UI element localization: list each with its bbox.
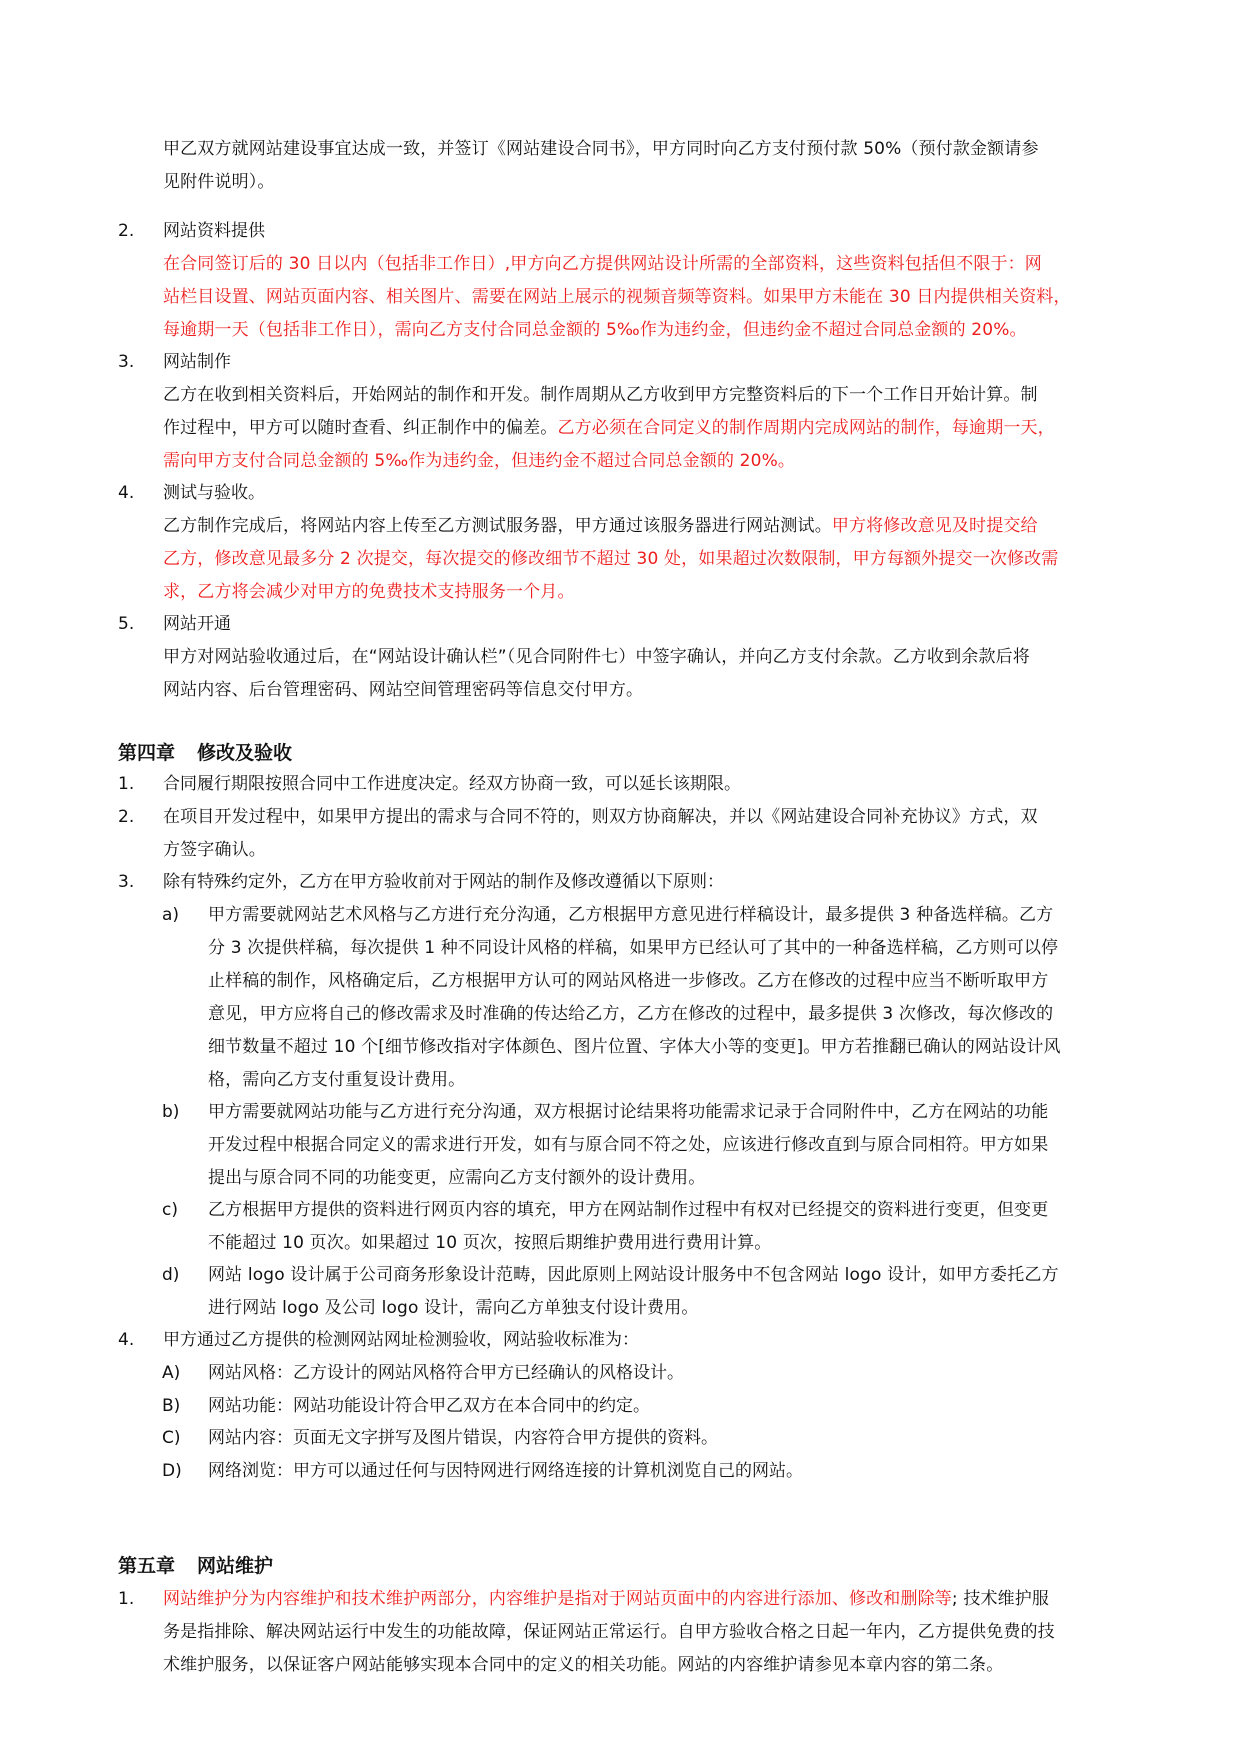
sub-c-line: 不能超过 10 页次。如果超过 10 页次，按照后期维护费用进行费用计算。 (208, 1233, 772, 1253)
step2-title: 网站资料提供 (163, 221, 265, 241)
sub-a-line: 细节数量不超过 10 个[细节修改指对字体颜色、图片位置、字体大小等的变更]。甲方若推翻已确认的网站设计风 (208, 1037, 1061, 1057)
step4-line: 乙方，修改意见最多分 2 次提交，每次提交的修改细节不超过 30 处，如果超过次数限制，甲方每额外提交一次修改需 (163, 549, 1059, 569)
step5-number: 5. (118, 614, 135, 634)
step5-line: 甲方对网站验收通过后，在“网站设计确认栏”（见合同附件七）中签字确认，并向乙方支付余款。乙方收到余款后将 (163, 647, 1030, 667)
sub-d-number: d) (162, 1265, 180, 1285)
ch5-item1-text (163, 1583, 1055, 1682)
ch5-item1-line: 务是指排除、解决网站运行中发生的功能故障，保证网站正常运行。自甲方验收合格之日起一年内，乙方提供免费的技 (163, 1622, 1055, 1642)
step4-number: 4. (118, 483, 135, 503)
sub-B-text: 网站功能：网站功能设计符合甲乙双方在本合同中的约定。 (208, 1396, 650, 1416)
sub-A-text: 网站风格：乙方设计的网站风格符合甲方已经确认的风格设计。 (208, 1363, 684, 1383)
step4-text (163, 510, 1058, 609)
chapter5-heading (118, 1551, 273, 1581)
ch5-item1-line (163, 1583, 1055, 1616)
step3-line: 需向甲方支付合同总金额的 5‰作为违约金，但违约金不超过合同总金额的 20%。 (163, 451, 796, 471)
sub-a-line: 止样稿的制作，风格确定后，乙方根据甲方认可的网站风格进一步修改。乙方在修改的过程中应当不断听取甲方 (208, 971, 1049, 991)
sub-b-line: 提出与原合同不同的功能变更，应需向乙方支付额外的设计费用。 (208, 1168, 706, 1188)
step3-number: 3. (118, 352, 135, 372)
step2-line: 站栏目设置、网站页面内容、相关图片、需要在网站上展示的视频音频等资料。如果甲方未能在 30 日内提供相关资料， (163, 287, 1071, 307)
sub-a-text (208, 899, 1061, 1097)
sub-b-line: 开发过程中根据合同定义的需求进行开发，如有与原合同不符之处，应该进行修改直到与原合同相符。甲方如果 (208, 1135, 1049, 1155)
step4-title: 测试与验收。 (163, 483, 265, 503)
step4-red-span: 甲方将修改意见及时提交给 (831, 516, 1038, 536)
sub-d-line: 进行网站 logo 及公司 logo 设计，需向乙方单独支付设计费用。 (208, 1298, 699, 1318)
sub-C-text: 网站内容：页面无文字拼写及图片错误，内容符合甲方提供的资料。 (208, 1428, 718, 1448)
sub-c-number: c) (162, 1200, 178, 1220)
chapter4-heading (118, 738, 292, 768)
step1-line: 见附件说明）。 (163, 172, 275, 192)
ch4-item3-text: 除有特殊约定外，乙方在甲方验收前对于网站的制作及修改遵循以下原则： (163, 872, 724, 892)
step3-line (163, 412, 1055, 445)
step4-line (163, 510, 1058, 543)
step2-line: 在合同签订后的 30 日以内（包括非工作日）,甲方向乙方提供网站设计所需的全部资料，这些资料包括但不限于：网 (163, 254, 1042, 274)
step2-red-text (163, 248, 1071, 347)
ch4-item4-number: 4. (118, 1330, 135, 1350)
chapter4-title: 修改及验收 (197, 742, 293, 764)
step3-black-span: 作过程中，甲方可以随时查看、纠正制作中的偏差。 (163, 418, 558, 438)
ch5-item1-line: 术维护服务，以保证客户网站能够实现本合同中的定义的相关功能。网站的内容维护请参见本章内容的第二条。 (163, 1655, 1004, 1675)
ch4-item2-line: 方签字确认。 (163, 840, 266, 860)
ch4-item2-text (163, 801, 1038, 867)
step3-line: 乙方在收到相关资料后，开始网站的制作和开发。制作周期从乙方收到甲方完整资料后的下一个工作日开始计算。制 (163, 385, 1038, 405)
ch5-black-span: ; 技术维护服 (951, 1589, 1050, 1609)
sub-a-line: 甲方需要就网站艺术风格与乙方进行充分沟通，乙方根据甲方意见进行样稿设计，最多提供 3 种备选样稿。乙方 (208, 905, 1054, 925)
sub-d-line: 网站 logo 设计属于公司商务形象设计范畴，因此原则上网站设计服务中不包含网站 logo 设计，如甲方委托乙方 (208, 1265, 1059, 1285)
step4-line: 求，乙方将会减少对甲方的免费技术支持服务一个月。 (163, 582, 575, 602)
sub-A-number: A) (162, 1363, 181, 1383)
sub-b-number: b) (162, 1102, 180, 1122)
step3-text (163, 379, 1055, 478)
step1-text (163, 133, 1039, 199)
sub-d-text (208, 1259, 1059, 1325)
step5-line: 网站内容、后台管理密码、网站空间管理密码等信息交付甲方。 (163, 680, 644, 700)
step1-line: 甲乙双方就网站建设事宜达成一致，并签订《网站建设合同书》，甲方同时向乙方支付预付款 50%（预付款金额请参 (163, 139, 1039, 159)
step5-text (163, 641, 1030, 707)
sub-a-line: 意见，甲方应将自己的修改需求及时准确的传达给乙方，乙方在修改的过程中，最多提供 3 次修改，每次修改的 (208, 1004, 1054, 1024)
sub-a-line: 分 3 次提供样稿，每次提供 1 种不同设计风格的样稿，如果甲方已经认可了其中的一种备选样稿，乙方则可以停 (208, 938, 1059, 958)
step2-line: 每逾期一天（包括非工作日），需向乙方支付合同总金额的 5‰作为违约金，但违约金不超过合同总金额的 20%。 (163, 320, 1027, 340)
chapter5-label: 第五章 (118, 1555, 176, 1577)
sub-D-text: 网络浏览：甲方可以通过任何与因特网进行网络连接的计算机浏览自己的网站。 (208, 1461, 803, 1481)
sub-c-text (208, 1194, 1048, 1260)
sub-b-line: 甲方需要就网站功能与乙方进行充分沟通，双方根据讨论结果将功能需求记录于合同附件中，乙方在网站的功能 (208, 1102, 1049, 1122)
step5-title: 网站开通 (163, 614, 231, 634)
ch5-red-span: 网站维护分为内容维护和技术维护两部分，内容维护是指对于网站页面中的内容进行添加、修改和删除等 (163, 1589, 952, 1609)
ch4-item2-line: 在项目开发过程中，如果甲方提出的需求与合同不符的，则双方协商解决，并以《网站建设合同补充协议》方式，双 (163, 807, 1038, 827)
ch4-item2-number: 2. (118, 807, 135, 827)
sub-C-number: C) (162, 1428, 181, 1448)
sub-D-number: D) (162, 1461, 182, 1481)
ch5-item1-number: 1. (118, 1589, 135, 1609)
step3-red-span: 乙方必须在合同定义的制作周期内完成网站的制作，每逾期一天， (557, 418, 1055, 438)
chapter4-label: 第四章 (118, 742, 176, 764)
ch4-item3-number: 3. (118, 872, 135, 892)
chapter5-title: 网站维护 (197, 1555, 274, 1577)
step3-title: 网站制作 (163, 352, 231, 372)
ch4-item4-text: 甲方通过乙方提供的检测网站网址检测验收，网站验收标准为： (163, 1330, 639, 1350)
step4-black-span: 乙方制作完成后，将网站内容上传至乙方测试服务器，甲方通过该服务器进行网站测试。 (163, 516, 832, 536)
sub-a-line: 格，需向乙方支付重复设计费用。 (208, 1070, 466, 1090)
sub-B-number: B) (162, 1396, 181, 1416)
sub-c-line: 乙方根据甲方提供的资料进行网页内容的填充，甲方在网站制作过程中有权对已经提交的资料进行变更，但变更 (208, 1200, 1049, 1220)
step2-number: 2. (118, 221, 135, 241)
sub-b-text (208, 1096, 1048, 1195)
sub-a-number: a) (162, 905, 180, 925)
ch4-item1-text: 合同履行期限按照合同中工作进度决定。经双方协商一致，可以延长该期限。 (163, 774, 741, 794)
ch4-item1-number: 1. (118, 774, 135, 794)
